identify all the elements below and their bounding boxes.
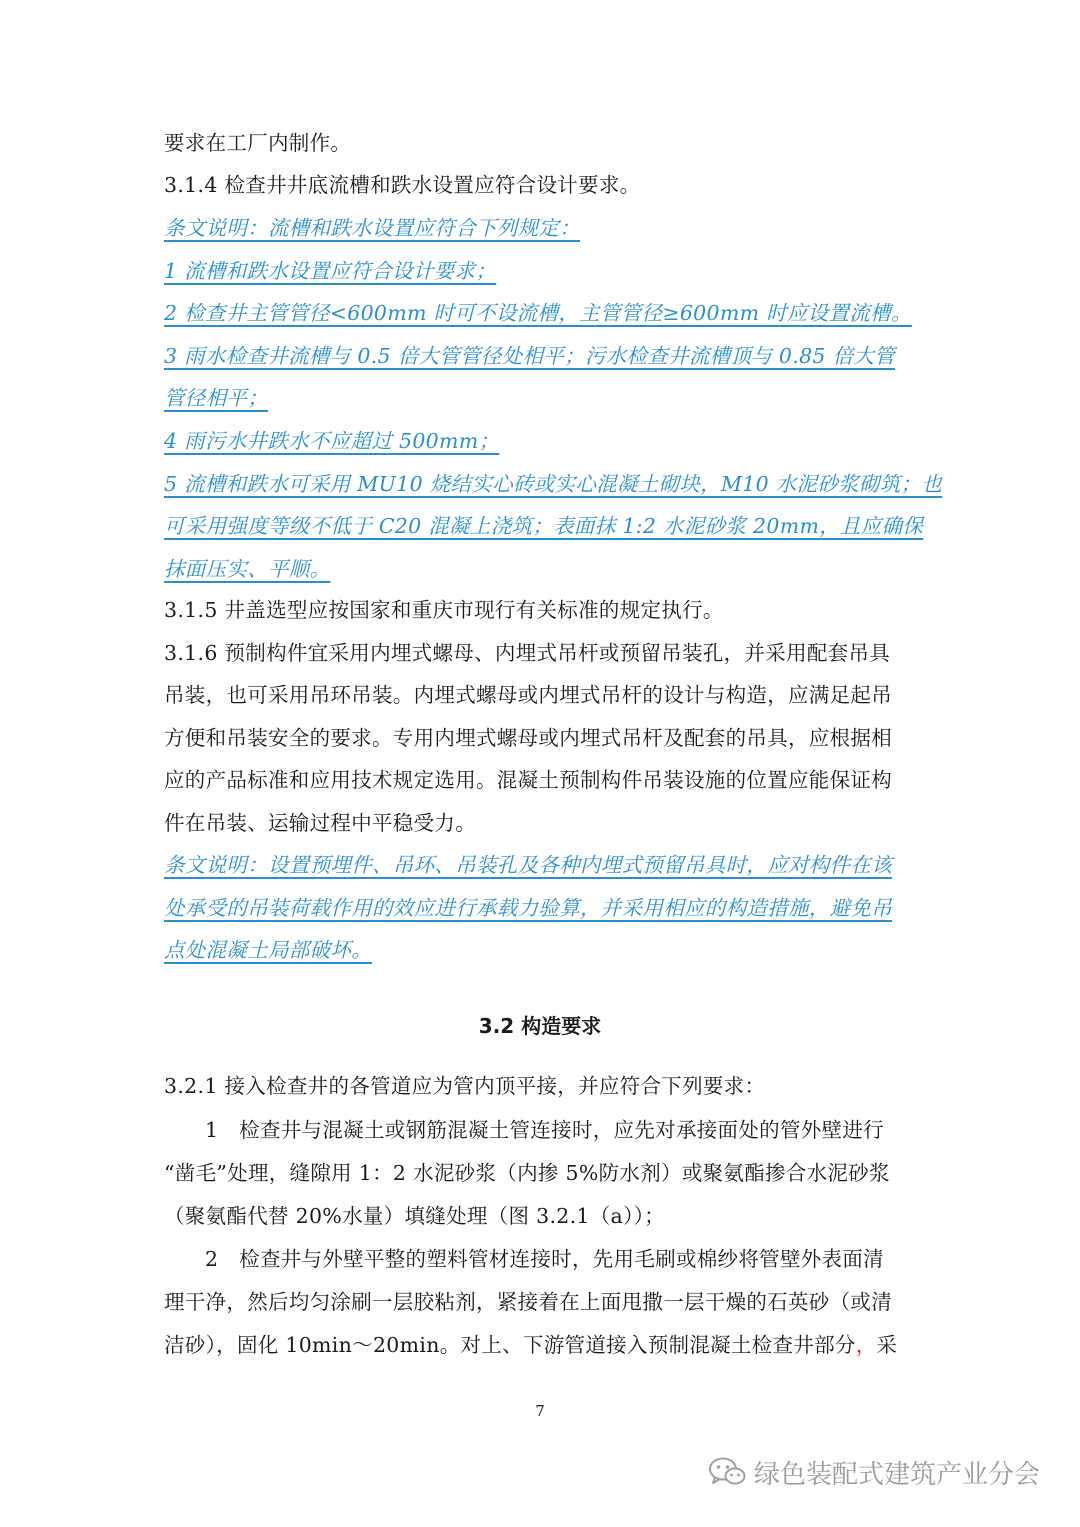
body-line: 要求在工厂内制作。 xyxy=(164,131,352,155)
note-line: 3 雨水检查井流槽与 0.5 倍大管管径处相平；污水检查井流槽顶与 0.85 倍大管 xyxy=(164,344,895,368)
note-line: 5 流槽和跌水可采用 MU10 烧结实心砖或实心混凝土砌块，M10 水泥砂浆砌筑；也 xyxy=(164,472,943,496)
wechat-icon xyxy=(708,1456,746,1488)
red-comma: ， xyxy=(855,1333,877,1357)
body-line: 理干净，然后均匀涂刷一层胶粘剂，紧接着在上面甩撒一层干燥的石英砂（或清 xyxy=(164,1290,892,1314)
body-line: 应的产品标准和应用技术规定选用。混凝土预制构件吊装设施的位置应能保证构 xyxy=(164,768,892,792)
note-line: 条文说明：流槽和跌水设置应符合下列规定： xyxy=(164,216,580,240)
list-item-2: 2 检查井与外壁平整的塑料管材连接时，先用毛刷或棉纱将管壁外表面清 xyxy=(205,1247,884,1271)
note-line: 可采用强度等级不低于 C20 混凝上浇筑；表面抹 1:2 水泥砂浆 20mm，且应确保 xyxy=(164,514,924,538)
page-number: 7 xyxy=(535,1402,545,1420)
clause-3-1-4: 3.1.4 检查井井底流槽和跌水设置应符合设计要求。 xyxy=(164,173,641,197)
note-line: 条文说明：设置预埋件、吊环、吊装孔及各种内埋式预留吊具时，应对构件在该 xyxy=(164,853,892,877)
note-line: 4 雨污水井跌水不应超过 500mm； xyxy=(164,429,500,453)
note-line: 管径相平； xyxy=(164,386,268,410)
note-line: 处承受的吊装荷载作用的效应进行承载力验算，并采用相应的构造措施，避免吊 xyxy=(164,896,892,920)
list-item-1: 1 检查井与混凝土或钢筋混凝土管连接时，应先对承接面处的管外壁进行 xyxy=(205,1118,884,1142)
body-line: （聚氨酯代替 20%水量）填缝处理（图 3.2.1（a））； xyxy=(164,1204,665,1228)
note-line: 2 检查井主管管径<600mm 时可不设流槽，主管管径≥600mm 时应设置流槽。 xyxy=(164,301,912,325)
body-line-last xyxy=(164,1335,897,1356)
clause-3-2-1: 3.2.1 接入检查井的各管道应为管内顶平接，并应符合下列要求： xyxy=(164,1074,766,1098)
last-line-text: 洁砂），固化 10min～20min。对上、下游管道接入预制混凝土检查井部分 xyxy=(164,1333,856,1357)
note-line: 抹面压实、平顺。 xyxy=(164,557,331,581)
body-line: 方便和吊装安全的要求。专用内埋式螺母或内埋式吊杆及配套的吊具，应根据相 xyxy=(164,726,892,750)
clause-3-1-5: 3.1.5 井盖选型应按国家和重庆市现行有关标准的规定执行。 xyxy=(164,598,724,622)
body-line: 件在吊装、运输过程中平稳受力。 xyxy=(164,811,476,835)
note-line: 点处混凝土局部破坏。 xyxy=(164,938,372,962)
body-line: “凿毛”处理，缝隙用 1：2 水泥砂浆（内掺 5%防水剂）或聚氨酯掺合水泥砂浆 xyxy=(164,1161,890,1185)
body-line: 吊装，也可采用吊环吊装。内埋式螺母或内埋式吊杆的设计与构造，应满足起吊 xyxy=(164,683,892,707)
last-line-tail: 采 xyxy=(876,1333,898,1357)
watermark xyxy=(708,1452,1040,1492)
note-line: 1 流槽和跌水设置应符合设计要求； xyxy=(164,259,497,283)
clause-3-1-6: 3.1.6 预制构件宜采用内埋式螺母、内埋式吊杆或预留吊装孔，并采用配套吊具 xyxy=(164,641,891,665)
watermark-text: 绿色装配式建筑产业分会 xyxy=(754,1459,1041,1490)
section-heading: 3.2 构造要求 xyxy=(478,1014,602,1038)
